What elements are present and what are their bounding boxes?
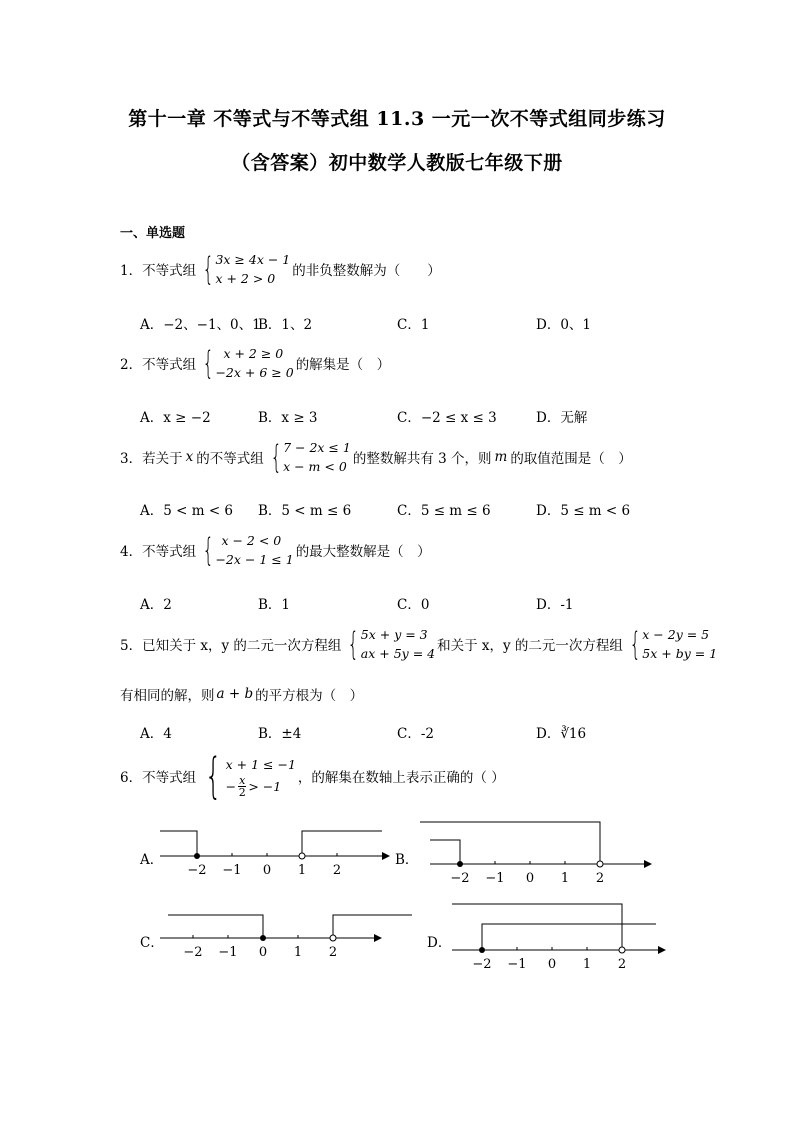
q6-fraction: [238, 775, 246, 798]
number-line-a-lines: [160, 831, 382, 856]
tick-label: −1: [218, 945, 238, 960]
q6-minus-sign: −: [225, 779, 237, 794]
q2-suffix: 的解集是（ ）: [295, 357, 391, 373]
q6-fraction-denominator: 2: [238, 786, 246, 799]
q4-option-b[interactable]: B．1: [258, 597, 291, 613]
q2-option-a[interactable]: A．x ≥ −2: [140, 410, 211, 426]
q1-option-a[interactable]: A．−2、−1、0、1: [140, 317, 261, 333]
q3-option-c[interactable]: C．5 ≤ m ≤ 6: [397, 503, 491, 519]
question-1: [120, 250, 441, 288]
open-point-icon: [619, 947, 625, 953]
q4-inequality-1: x − 2 < 0: [221, 533, 282, 548]
question-3: [120, 438, 632, 476]
tick-label: 0: [258, 945, 268, 960]
q5-option-c[interactable]: C．-2: [397, 726, 434, 742]
q5-prefix: 5．已知关于 x，y 的二元一次方程组: [120, 638, 342, 654]
tick-label: 1: [297, 863, 307, 878]
tick-label: −2: [472, 957, 492, 972]
brace-icon: {: [629, 625, 641, 663]
solution-bracket-left: [430, 840, 460, 864]
closed-point-icon: [457, 861, 463, 867]
question-5-line-2: [120, 684, 363, 704]
q6-inequality-2-rest: > −1: [248, 779, 282, 794]
q5-equation-2: ax + 5y = 4: [360, 646, 436, 661]
brace-icon: {: [202, 531, 214, 569]
solution-bracket-top: [420, 822, 600, 864]
number-line-d: [452, 900, 674, 972]
q1-prefix: 1．不等式组: [120, 263, 197, 279]
q5-equation-3: x − 2y = 5: [642, 627, 710, 642]
tick-label: 2: [617, 957, 627, 972]
q4-option-d[interactable]: D．-1: [536, 597, 574, 613]
q1-system: [198, 250, 290, 288]
q3-suffix-2: 的取值范围是（ ）: [510, 451, 632, 467]
solution-bracket-left: [168, 915, 263, 938]
tick-label: 1: [293, 945, 303, 960]
brace-icon: {: [348, 625, 360, 663]
axis-arrow-icon: [382, 852, 390, 860]
brace-icon: {: [270, 438, 282, 476]
q3-option-a[interactable]: A．5 < m < 6: [140, 503, 234, 519]
q3-inequality-1: 7 − 2x ≤ 1: [283, 440, 351, 455]
q6-option-a[interactable]: A．: [140, 852, 164, 868]
closed-point-icon: [194, 853, 200, 859]
q4-option-a[interactable]: A．2: [140, 597, 172, 613]
brace-icon: {: [202, 344, 214, 382]
tick-label: −1: [507, 957, 527, 972]
q2-inequality-1: x + 2 ≥ 0: [223, 346, 284, 361]
q5-equation-4: 5x + by = 1: [642, 646, 718, 661]
q2-system: [198, 344, 294, 382]
question-2: [120, 344, 390, 382]
q5-system-1: [343, 625, 435, 663]
q6-suffix: ，的解集在数轴上表示正确的（ ）: [297, 770, 505, 786]
q6-system: [198, 748, 296, 804]
q6-option-d[interactable]: D．: [427, 935, 452, 951]
q3-variable-m: m: [494, 449, 508, 465]
tick-label: −2: [187, 863, 207, 878]
axis-arrow-icon: [644, 860, 652, 868]
q5-line2-b: 的平方根为（ ）: [255, 688, 364, 704]
q1-inequality-2: x + 2 > 0: [215, 271, 276, 286]
q4-suffix: 的最大整数解是（ ）: [295, 544, 431, 560]
tick-label: 2: [328, 945, 338, 960]
q6-option-b[interactable]: B．: [395, 852, 419, 868]
q5-expression: a + b: [216, 686, 254, 702]
q6-fraction-numerator: x: [239, 774, 246, 787]
section-heading: 一、单选题: [120, 226, 186, 241]
q5-mid: 和关于 x，y 的二元一次方程组: [437, 638, 623, 654]
q2-prefix: 2．不等式组: [120, 357, 197, 373]
q5-equation-1: 5x + y = 3: [360, 627, 428, 642]
q1-suffix: 的非负整数解为（ ）: [292, 263, 441, 279]
q1-option-d[interactable]: D．0、1: [536, 317, 592, 333]
q2-option-d[interactable]: D．无解: [536, 410, 588, 426]
q1-option-c[interactable]: C．1: [397, 317, 430, 333]
brace-icon: {: [202, 250, 214, 288]
tick-label: 0: [525, 871, 535, 886]
brace-icon: {: [204, 748, 222, 804]
q5-system-2: [625, 625, 717, 663]
solution-bracket-top: [452, 904, 622, 950]
q2-option-b[interactable]: B．x ≥ 3: [258, 410, 318, 426]
q3-variable-x: x: [185, 449, 194, 465]
open-point-icon: [330, 935, 336, 941]
q6-prefix: 6．不等式组: [120, 770, 197, 786]
q1-option-b[interactable]: B．1、2: [258, 317, 313, 333]
open-point-icon: [597, 861, 603, 867]
q4-system: [198, 531, 294, 569]
tick-label: 1: [560, 871, 570, 886]
axis-arrow-icon: [658, 946, 666, 954]
tick-label: 2: [595, 871, 605, 886]
q5-option-b[interactable]: B．±4: [258, 726, 302, 742]
q5-option-a[interactable]: A．4: [140, 726, 172, 742]
solution-bracket-left: [160, 831, 197, 856]
q6-option-c[interactable]: C．: [140, 935, 164, 951]
q4-inequality-2: −2x − 1 ≤ 1: [215, 552, 294, 567]
q5-line2-a: 有相同的解，则: [120, 688, 215, 704]
number-line-b: [420, 818, 652, 886]
tick-label: −1: [485, 871, 505, 886]
axis-arrow-icon: [374, 934, 382, 942]
tick-label: −2: [183, 945, 203, 960]
tick-label: 0: [262, 863, 272, 878]
q6-inequality-1: x + 1 ≤ −1: [225, 757, 296, 772]
q1-inequality-1: 3x ≥ 4x − 1: [215, 252, 291, 267]
q3-option-d[interactable]: D．5 ≤ m < 6: [536, 503, 631, 519]
solution-bracket-right: [333, 915, 412, 938]
solution-bracket-right: [482, 924, 656, 950]
question-4: [120, 531, 431, 569]
open-point-icon: [299, 853, 305, 859]
q3-mid: 的不等式组: [196, 451, 264, 467]
q5-option-d[interactable]: D．∛16: [536, 726, 587, 742]
q4-option-c[interactable]: C．0: [397, 597, 430, 613]
tick-label: 0: [547, 957, 557, 972]
q3-option-b[interactable]: B．5 < m ≤ 6: [258, 503, 352, 519]
question-5: [120, 625, 719, 663]
q2-inequality-2: −2x + 6 ≥ 0: [215, 365, 294, 380]
tick-label: 2: [332, 863, 342, 878]
number-line-c: [160, 906, 416, 966]
q3-system: [266, 438, 351, 476]
closed-point-icon: [479, 947, 485, 953]
closed-point-icon: [260, 935, 266, 941]
q6-inequality-2: [226, 775, 296, 798]
solution-bracket-right: [302, 831, 382, 856]
tick-label: −1: [222, 863, 242, 878]
q3-suffix-1: 的整数解共有 3 个，则: [352, 451, 492, 467]
q4-prefix: 4．不等式组: [120, 544, 197, 560]
question-6: [120, 748, 505, 804]
number-line-a: [160, 822, 390, 882]
q3-inequality-2: x − m < 0: [283, 459, 347, 474]
tick-label: −2: [450, 871, 470, 886]
tick-label: 1: [582, 957, 592, 972]
q3-prefix: 3．若关于: [120, 451, 183, 467]
page-title: 第十一章 不等式与不等式组 11.3 一元一次不等式组同步练习: [128, 108, 666, 130]
page-subtitle: （含答案）初中数学人教版七年级下册: [231, 152, 563, 174]
q2-option-c[interactable]: C．−2 ≤ x ≤ 3: [397, 410, 497, 426]
